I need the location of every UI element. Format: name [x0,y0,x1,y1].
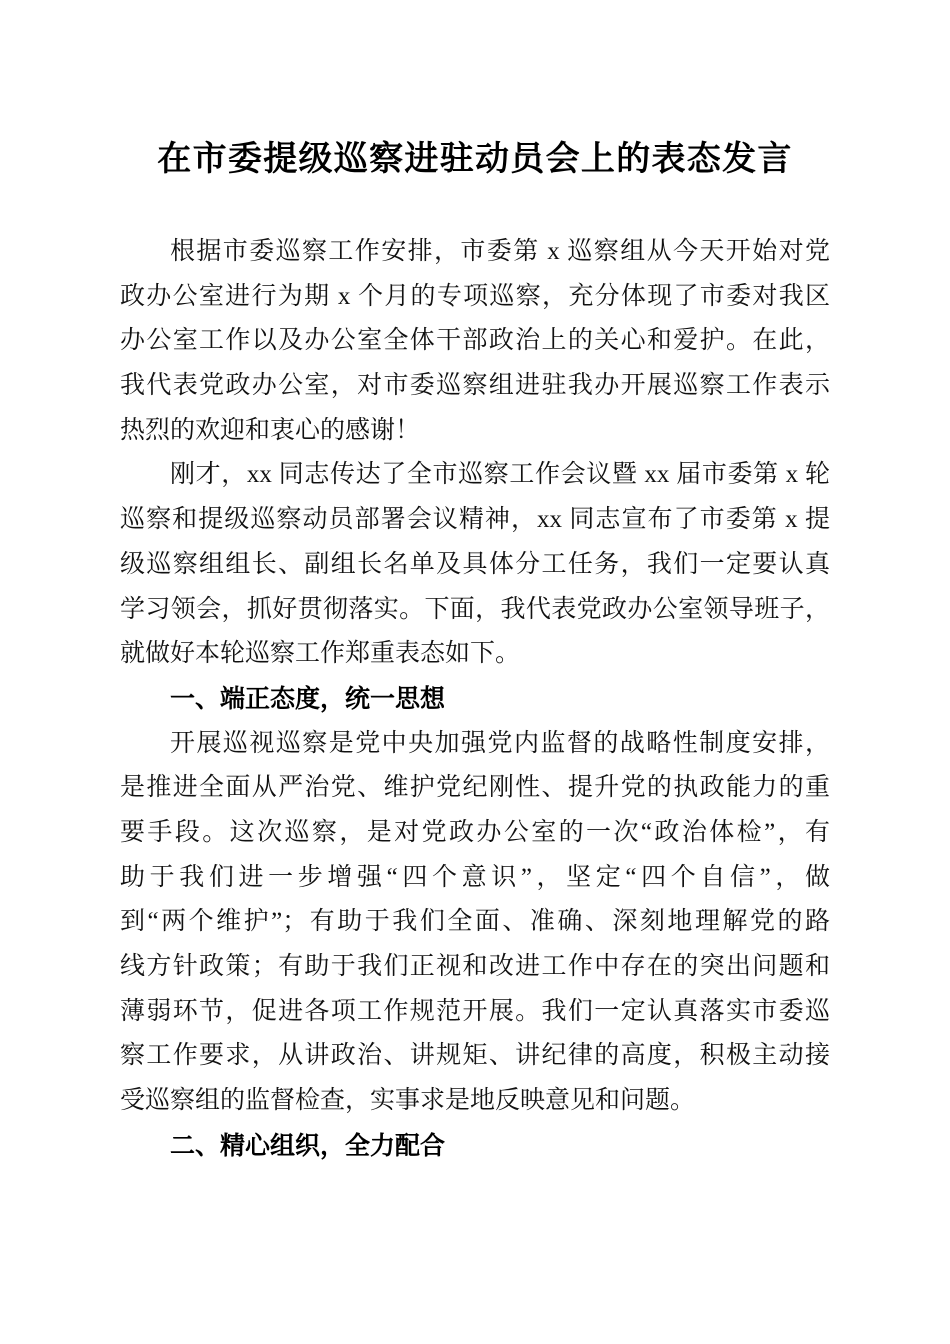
paragraph-intro [120,230,830,453]
paragraph-line: 办公室工作以及办公室全体干部政治上的关心和爱护。在此， [120,327,830,355]
paragraph-line: 是推进全面从严治党、维护党纪刚性、提升党的执政能力的重 [120,774,830,802]
paragraph-meeting [120,453,830,676]
paragraph-line: 刚才，xx 同志传达了全市巡察工作会议暨 xx 届市委第 x 轮 [170,461,830,489]
paragraph-line: 要手段。这次巡察，是对党政办公室的一次“政治体检”，有 [120,818,830,846]
paragraph-line: 政办公室进行为期 x 个月的专项巡察，充分体现了市委对我区 [120,282,830,310]
document-title: 在市委提级巡察进驻动员会上的表态发言 [157,141,793,178]
paragraph-line: 受巡察组的监督检查，实事求是地反映意见和问题。 [120,1087,696,1115]
paragraph-line: 我代表党政办公室，对市委巡察组进驻我办开展巡察工作表示 [120,372,830,400]
paragraph-line: 线方针政策；有助于我们正视和改进工作中存在的突出问题和 [120,953,830,980]
paragraph-line: 薄弱环节，促进各项工作规范开展。我们一定认真落实市委巡 [120,997,830,1025]
section-heading: 二、精心组织，全力配合 [170,1130,446,1160]
paragraph-line: 级巡察组组长、副组长名单及具体分工任务，我们一定要认真 [120,550,830,578]
paragraph-line: 学习领会，抓好贯彻落实。下面，我代表党政办公室领导班子， [120,595,830,623]
section-heading-1 [120,677,830,722]
paragraph-line: 热烈的欢迎和衷心的感谢！ [120,416,421,444]
paragraph-line: 察工作要求，从讲政治、讲规矩、讲纪律的高度，积极主动接 [120,1042,830,1070]
document-body [120,230,830,1168]
paragraph-section-1 [120,722,830,1124]
section-heading-2 [120,1124,830,1169]
paragraph-line: 根据市委巡察工作安排，市委第 x 巡察组从今天开始对党 [170,238,830,265]
paragraph-line: 就做好本轮巡察工作郑重表态如下。 [120,640,521,668]
paragraph-line: 巡察和提级巡察动员部署会议精神，xx 同志宣布了市委第 x 提 [120,506,830,534]
section-heading: 一、端正态度，统一思想 [170,683,446,713]
paragraph-line: 到“两个维护”；有助于我们全面、准确、深刻地理解党的路 [120,908,830,936]
paragraph-line: 开展巡视巡察是党中央加强党内监督的战略性制度安排， [170,729,830,757]
paragraph-line: 助于我们进一步增强“四个意识”，坚定“四个自信”，做 [120,863,830,891]
